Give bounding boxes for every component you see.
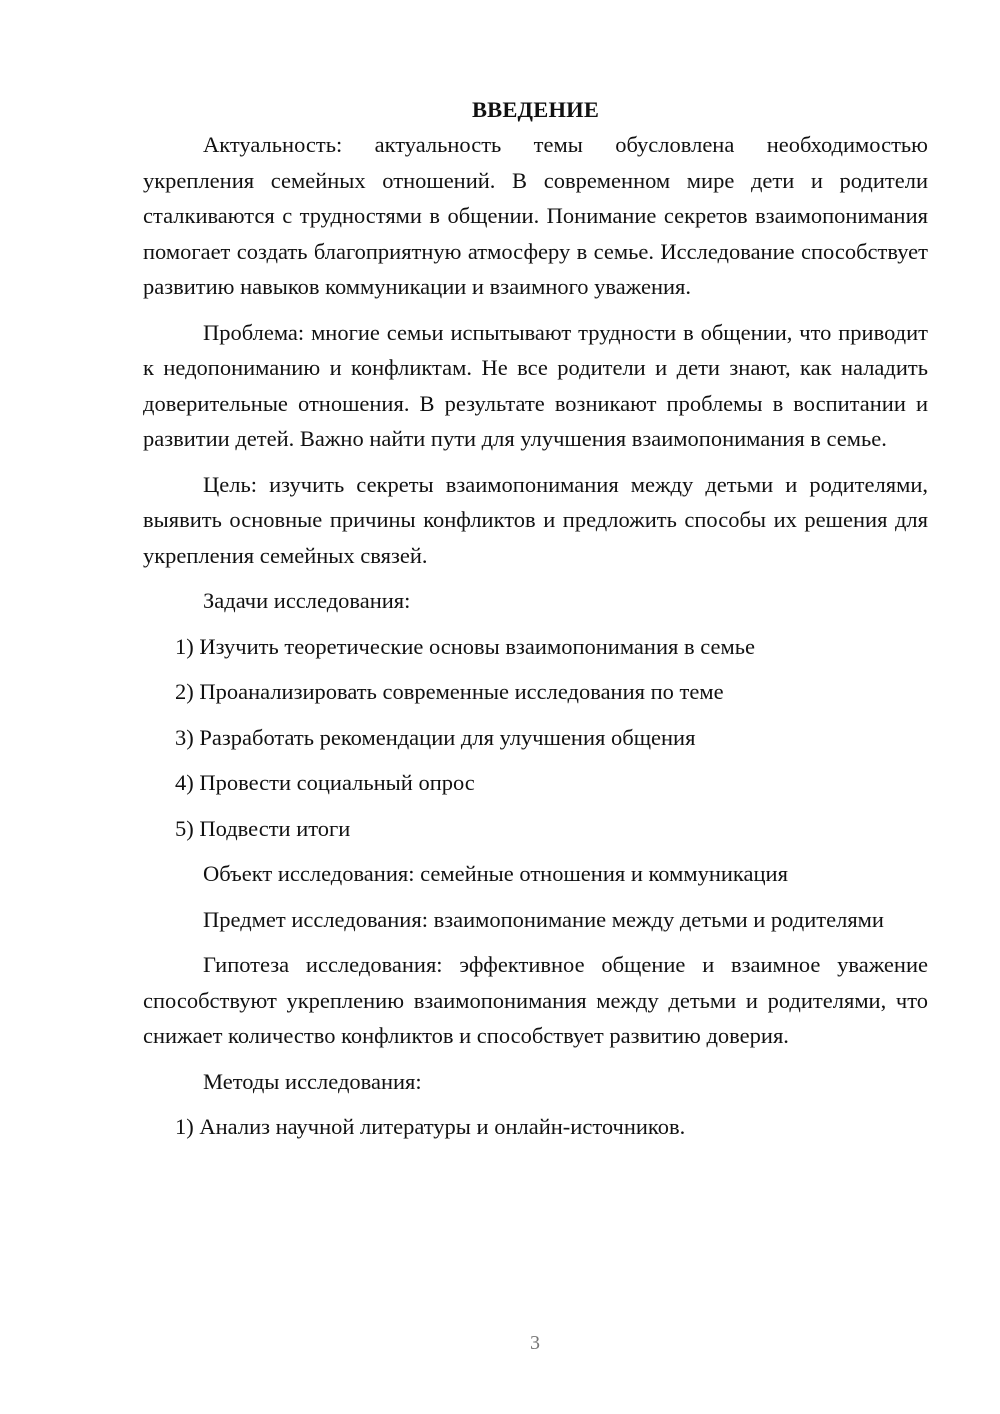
tasks-list — [143, 629, 928, 847]
problem-paragraph: Проблема: многие семьи испытывают трудности в общении, что приводит к недопониманию и конфликтам. Не все родители и дети знают, как наладить доверительные отношения. В результате возникают проблемы в воспитании и развитии детей. Важно найти пути для улучшения взаимопонимания в семье. — [143, 319, 928, 451]
object-paragraph: Объект исследования: семейные отношения и коммуникация — [203, 861, 788, 886]
tasks-heading: Задачи исследования: — [203, 588, 411, 613]
methods-list — [143, 1109, 928, 1145]
page-number: 3 — [530, 1332, 540, 1354]
task-item: 3) Разработать рекомендации для улучшения общения — [175, 724, 696, 750]
page-title: ВВЕДЕНИЕ — [471, 97, 600, 122]
relevance-paragraph: Актуальность: актуальность темы обусловлена необходимостью укрепления семейных отношений. В современном мире дети и родители сталкиваются с трудностями в общении. Понимание секретов взаимопонимания помогает создать благоприятную атмосферу в семье. Исследование способствует развитию навыков коммуникации и взаимного уважения. — [143, 132, 928, 299]
task-item: 5) Подвести итоги — [175, 815, 351, 841]
hypothesis-paragraph: Гипотеза исследования: эффективное общение и взаимное уважение способствуют укреплению взаимопонимания между детьми и родителями, что снижает количество конфликтов и способствует развитию доверия. — [143, 952, 928, 1048]
method-item: 1) Анализ научной литературы и онлайн-источников. — [175, 1114, 686, 1139]
task-item: 4) Провести социальный опрос — [175, 770, 475, 795]
page-content — [143, 92, 928, 1145]
subject-paragraph: Предмет исследования: взаимопонимание между детьми и родителями — [203, 906, 884, 932]
goal-paragraph: Цель: изучить секреты взаимопонимания между детьми и родителями, выявить основные причины конфликтов и предложить способы их решения для укрепления семейных связей. — [143, 471, 928, 568]
task-item: 2) Проанализировать современные исследования по теме — [175, 679, 724, 704]
methods-heading: Методы исследования: — [203, 1068, 422, 1094]
task-item: 1) Изучить теоретические основы взаимопонимания в семье — [175, 633, 755, 659]
